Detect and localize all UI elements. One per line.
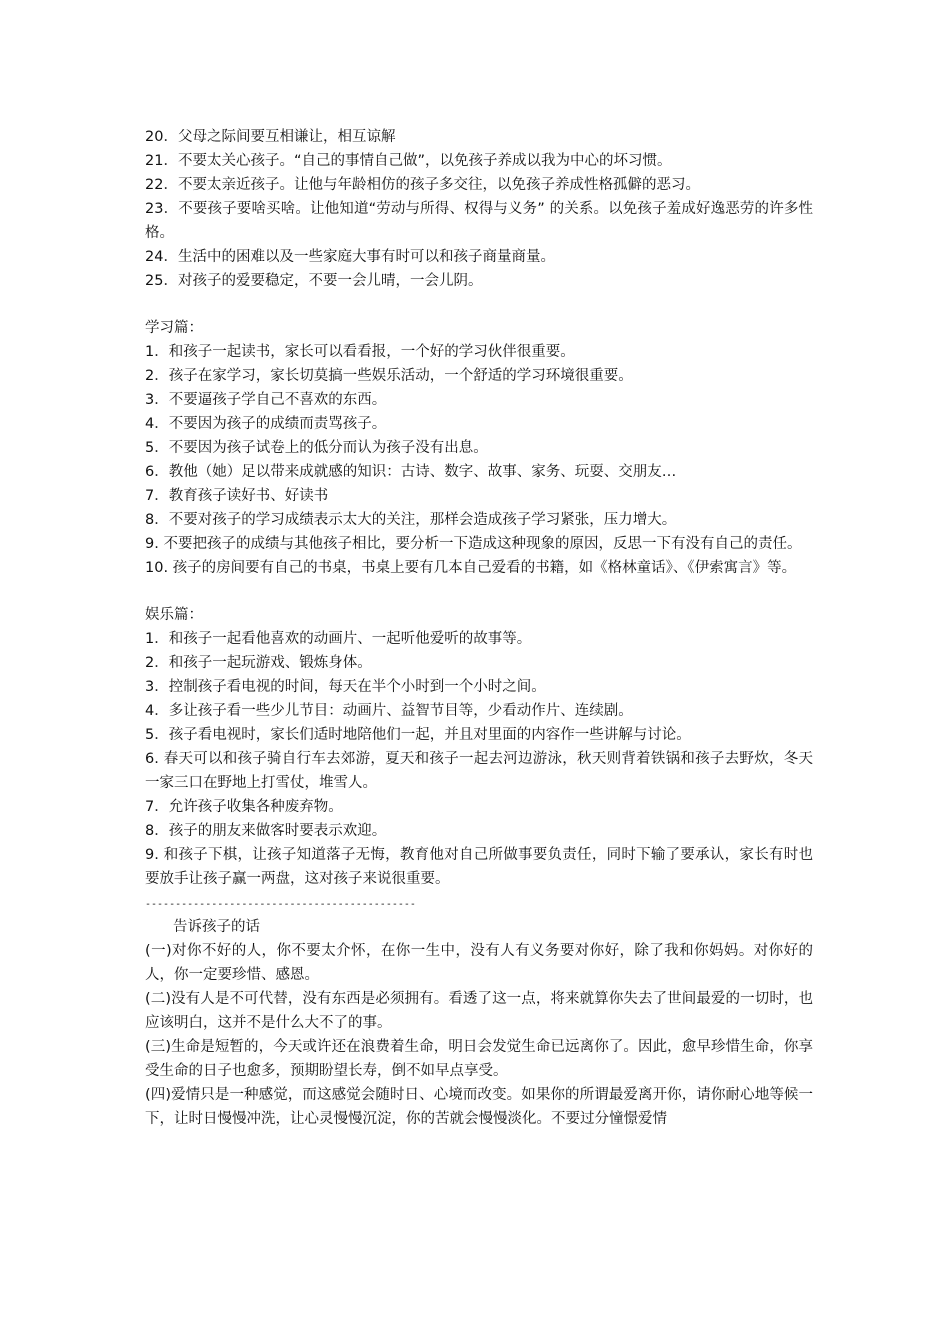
family-section — [145, 125, 813, 293]
list-item: 20．父母之际间要互相谦让，相互谅解 — [145, 129, 396, 145]
list-item: 4．不要因为孩子的成绩而责骂孩子。 — [145, 416, 387, 432]
section-heading-words: 告诉孩子的话 — [173, 919, 260, 935]
list-item: 10. 孩子的房间要有自己的书桌，书桌上要有几本自己爱看的书籍，如《格林童话》、《伊索寓言》等。 — [145, 560, 797, 576]
section-heading-study: 学习篇： — [145, 320, 203, 336]
list-item: 1．和孩子一起看他喜欢的动画片、一起听他爱听的故事等。 — [145, 631, 532, 647]
study-section — [145, 316, 813, 580]
list-item: 24．生活中的困难以及一些家庭大事有时可以和孩子商量商量。 — [145, 249, 555, 265]
spacer — [145, 293, 813, 316]
list-item: 21．不要太关心孩子。“自己的事情自己做”，以免孩子养成以我为中心的坏习惯。 — [145, 153, 672, 169]
list-item: 25．对孩子的爱要稳定，不要一会儿晴，一会儿阴。 — [145, 273, 483, 289]
document-page — [145, 125, 813, 1131]
list-item: 1．和孩子一起读书，家长可以看看报，一个好的学习伙伴很重要。 — [145, 344, 575, 360]
words-section — [145, 915, 813, 1131]
list-item: 7．教育孩子读好书、好读书 — [145, 488, 329, 504]
list-item: 2．和孩子一起玩游戏、锻炼身体。 — [145, 655, 372, 671]
list-item: 22．不要太亲近孩子。让他与年龄相仿的孩子多交往，以免孩子养成性格孤僻的恶习。 — [145, 177, 700, 193]
list-item: 9. 不要把孩子的成绩与其他孩子相比，要分析一下造成这种现象的原因，反思一下有没有自己的责任。 — [145, 536, 802, 552]
list-item: (三)生命是短暂的，今天或许还在浪费着生命，明日会发觉生命已远离你了。因此，愈早珍惜生命，你享受生命的日子也愈多，预期盼望长寿，倒不如早点享受。 — [145, 1039, 813, 1079]
list-item: 2．孩子在家学习，家长切莫搞一些娱乐活动，一个舒适的学习环境很重要。 — [145, 368, 633, 384]
section-heading-fun: 娱乐篇： — [145, 607, 203, 623]
list-item: 6. 春天可以和孩子骑自行车去郊游，夏天和孩子一起去河边游泳，秋天则背着铁锅和孩子去野炊，冬天一家三口在野地上打雪仗，堆雪人。 — [145, 751, 813, 791]
list-item: 5．孩子看电视时，家长们适时地陪他们一起，并且对里面的内容作一些讲解与讨论。 — [145, 727, 691, 743]
list-item: 3．不要逼孩子学自己不喜欢的东西。 — [145, 392, 387, 408]
list-item: 7．允许孩子收集各种废弃物。 — [145, 799, 343, 815]
list-item: 23．不要孩子要啥买啥。让他知道“劳动与所得、权得与义务” 的关系。以免孩子羞成好逸恶劳的许多性格。 — [145, 201, 813, 241]
list-item: 3．控制孩子看电视的时间，每天在半个小时到一个小时之间。 — [145, 679, 546, 695]
list-item: 8．孩子的朋友来做客时要表示欢迎。 — [145, 823, 387, 839]
spacer — [145, 580, 813, 603]
list-item: 5．不要因为孩子试卷上的低分而认为孩子没有出息。 — [145, 440, 488, 456]
dashed-divider: --------------------------------------------- — [145, 899, 416, 910]
fun-section — [145, 603, 813, 891]
list-item: (二)没有人是不可代替，没有东西是必须拥有。看透了这一点，将来就算你失去了世间最爱的一切时，也应该明白，这并不是什么大不了的事。 — [145, 991, 813, 1031]
list-item: (一)对你不好的人，你不要太介怀，在你一生中，没有人有义务要对你好，除了我和你妈妈。对你好的人，你一定要珍惜、感恩。 — [145, 943, 813, 983]
list-item: 8．不要对孩子的学习成绩表示太大的关注，那样会造成孩子学习紧张，压力增大。 — [145, 512, 677, 528]
list-item: 6．教他（她）足以带来成就感的知识：古诗、数字、故事、家务、玩耍、交朋友… — [145, 464, 677, 480]
list-item: 9. 和孩子下棋，让孩子知道落子无悔，教育他对自己所做事要负责任，同时下输了要承认，家长有时也要放手让孩子赢一两盘，这对孩子来说很重要。 — [145, 847, 813, 887]
list-item: (四)爱情只是一种感觉，而这感觉会随时日、心境而改变。如果你的所谓最爱离开你，请你耐心地等候一下，让时日慢慢冲洗，让心灵慢慢沉淀，你的苦就会慢慢淡化。不要过分憧憬爱情 — [145, 1087, 813, 1127]
list-item: 4．多让孩子看一些少儿节目：动画片、益智节目等，少看动作片、连续剧。 — [145, 703, 633, 719]
